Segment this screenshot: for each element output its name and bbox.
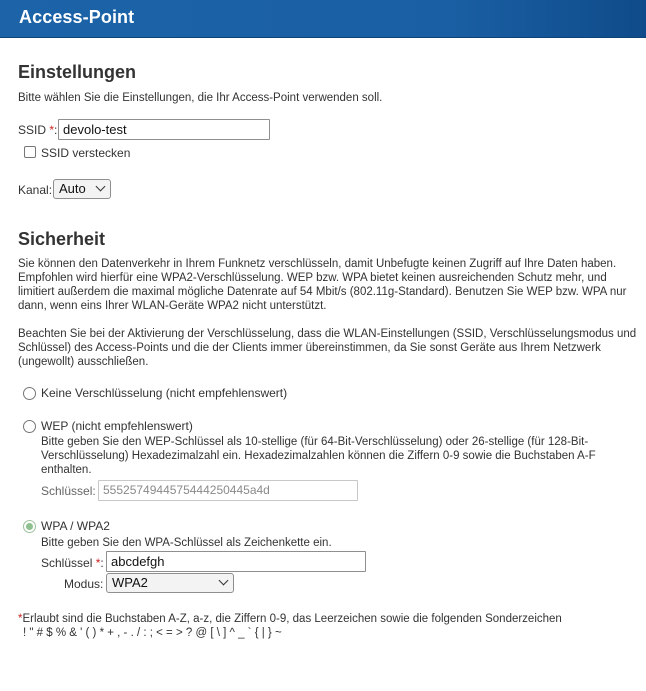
channel-label: Kanal: bbox=[18, 183, 53, 197]
ssid-label: SSID *: bbox=[18, 123, 58, 137]
wpa-help-text: Bitte geben Sie den WPA-Schlüssel als Zeichenkette ein. bbox=[41, 537, 332, 549]
security-paragraph-2: Beachten Sie bei der Aktivierung der Verschlüsselung, dass die WLAN-Einstellungen (SSID, Verschlüsselungsmodus und Schlüssel) des Access-Points und die der Clients immer übereinstimmen, da Sie sonst Geräte aus Ihrem Netzwerk (ungewollt) ausschließen. bbox=[18, 328, 637, 368]
radio-selected-dot bbox=[26, 523, 33, 530]
channel-select-value: Auto bbox=[59, 181, 86, 196]
page-header bbox=[0, 0, 646, 38]
chevron-down-icon bbox=[219, 576, 229, 586]
required-mark: * bbox=[95, 556, 101, 570]
security-paragraph-1: Sie können den Datenverkehr in Ihrem Funknetz verschlüsseln, damit Unbefugte keinen Zugriff auf Ihre Daten haben. Empfohlen wird hierfür eine WPA2-Verschlüsselung. WEP bzw. WPA bietet keinen ausreichenden Schutz mehr, und limitiert außerdem die maximal mögliche Datenrate auf 54 Mbit/s (802.11g-Standard). Benutzen Sie WEP bzw. WPA nur dann, wenn eins Ihrer WLAN-Geräte WPA2 nicht unterstützt. bbox=[18, 258, 627, 312]
wep-help-text: Bitte geben Sie den WEP-Schlüssel als 10-stellige (für 64-Bit-Verschlüsselung) oder 26-stellige (für 128-Bit-Verschlüsselung) Hexadezimalzahl ein. Hexadezimalzahlen können die Ziffern 0-9 sowie die Buchstaben A-F enthalten. bbox=[41, 436, 596, 476]
radio-wpa[interactable] bbox=[23, 520, 36, 533]
footnote-line-1: Erlaubt sind die Buchstaben A-Z, a-z, die Ziffern 0-9, das Leerzeichen sowie die folgenden Sonderzeichen bbox=[22, 613, 562, 625]
radio-wep[interactable] bbox=[23, 420, 36, 433]
settings-intro: Bitte wählen Sie die Einstellungen, die Ihr Access-Point verwenden soll. bbox=[18, 92, 383, 104]
security-heading: Sicherheit bbox=[18, 229, 106, 249]
wep-key-input[interactable]: 5552574944575444250445a4d bbox=[98, 480, 358, 501]
radio-no-encryption-label: Keine Verschlüsselung (nicht empfehlenswert) bbox=[41, 386, 288, 400]
wpa-key-label: Schlüssel *: bbox=[41, 556, 104, 570]
chevron-down-icon bbox=[96, 182, 106, 192]
mode-select[interactable] bbox=[106, 573, 234, 593]
hide-ssid-checkbox[interactable] bbox=[24, 146, 36, 158]
page-title: Access-Point bbox=[19, 7, 135, 27]
radio-wpa-label: WPA / WPA2 bbox=[41, 519, 110, 533]
mode-label: Modus: bbox=[64, 577, 104, 591]
footnote-allowed-chars bbox=[18, 612, 638, 626]
radio-wep-label: WEP (nicht empfehlenswert) bbox=[41, 419, 193, 433]
hide-ssid-label: SSID verstecken bbox=[41, 146, 131, 160]
mode-select-value: WPA2 bbox=[112, 575, 148, 590]
wep-key-label: Schlüssel: bbox=[41, 484, 96, 498]
channel-select[interactable] bbox=[53, 179, 111, 199]
wpa-key-input[interactable]: abcdefgh bbox=[106, 551, 366, 572]
footnote-mark: * bbox=[18, 613, 23, 625]
required-mark: * bbox=[49, 123, 55, 137]
footnote-line-2: ! " # $ % & ' ( ) * + , - . / : ; < = > ? @ [ \ ] ^ _ ` { | } ~ bbox=[23, 627, 282, 639]
radio-no-encryption[interactable] bbox=[23, 387, 36, 400]
settings-heading: Einstellungen bbox=[18, 62, 137, 82]
ssid-input[interactable]: devolo-test bbox=[58, 119, 270, 140]
